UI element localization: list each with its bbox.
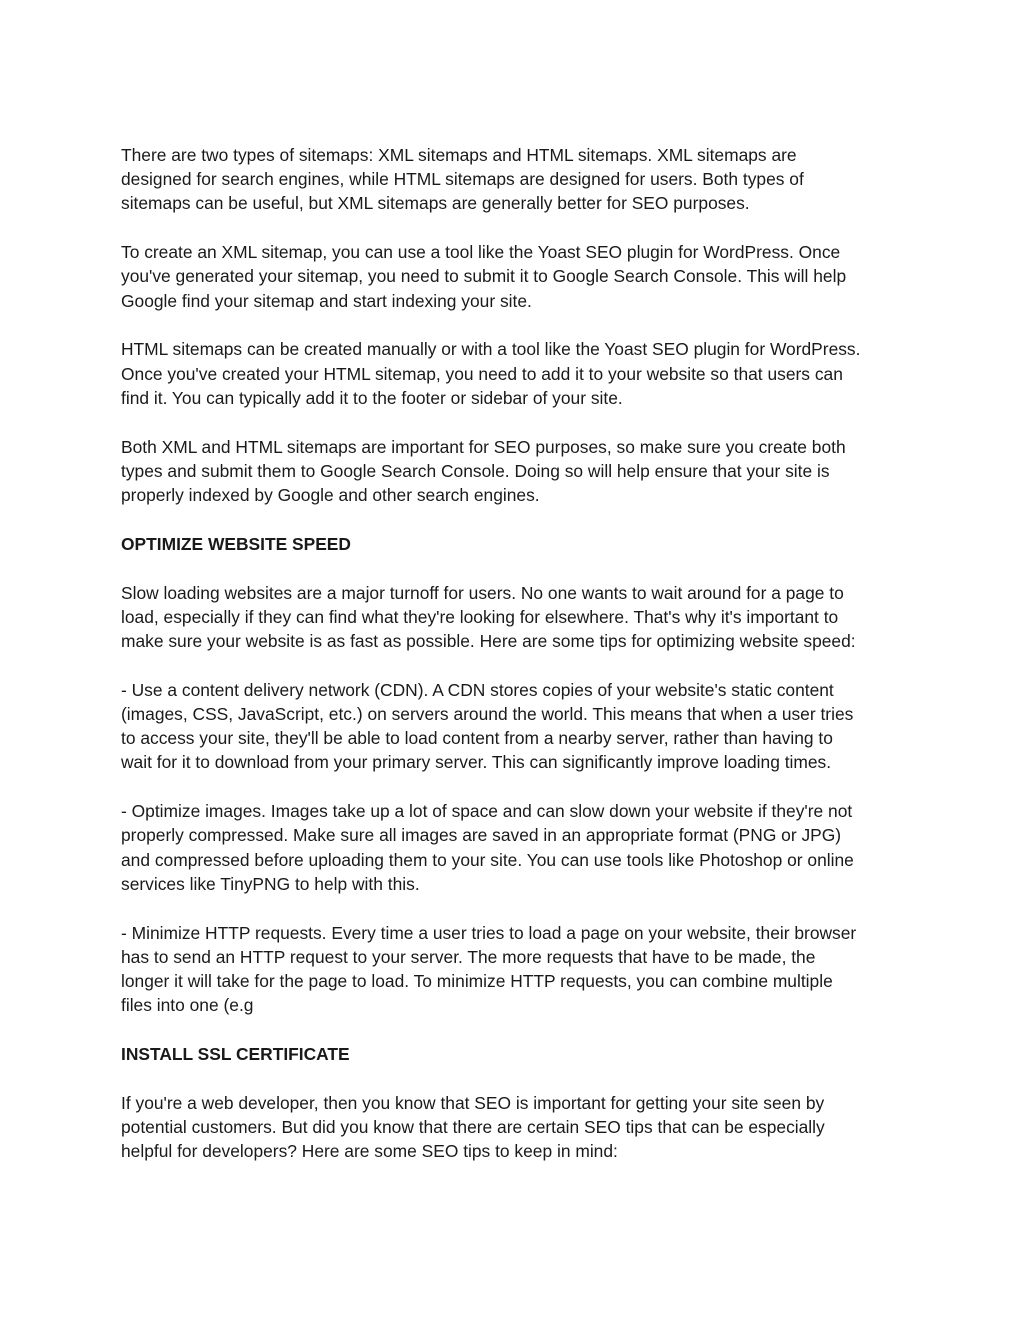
- paragraph-seo-developers: If you're a web developer, then you know that SEO is important for getting your site seen by potential customers. But did you know that there are certain SEO tips that can be especially helpful for developers? Here are some SEO tips to keep in mind:: [121, 1092, 825, 1162]
- heading-install-ssl-certificate: INSTALL SSL CERTIFICATE: [121, 1044, 350, 1065]
- paragraph-html-sitemap: HTML sitemaps can be created manually or with a tool like the Yoast SEO plugin for WordPress. Once you've created your HTML sitemap, you need to add it to your website so that users can find it. You can typically add it to the footer or sidebar of your site.: [121, 339, 861, 408]
- paragraph-xml-sitemap: To create an XML sitemap, you can use a tool like the Yoast SEO plugin for WordPress. Once you've generated your sitemap, you need to submit it to Google Search Console. This will help Google find your sitemap and start indexing your site.: [121, 242, 847, 311]
- paragraph-sitemap-types: There are two types of sitemaps: XML sitemaps and HTML sitemaps. XML sitemaps are designed for search engines, while HTML sitemaps are designed for users. Both types of sitemaps can be useful, but XML sitemaps are generally better for SEO purposes.: [121, 145, 804, 214]
- document-body: [121, 143, 911, 1188]
- paragraph-http-requests-tip: - Minimize HTTP requests. Every time a user tries to load a page on your website, their browser has to send an HTTP request to your server. The more requests that have to be made, the longer it will take for the page to load. To minimize HTTP requests, you can combine multiple files into one (e.g: [121, 922, 857, 1016]
- paragraph-slow-loading: Slow loading websites are a major turnoff for users. No one wants to wait around for a page to load, especially if they can find what they're looking for elsewhere. That's why it's important to make sure your website is as fast as possible. Here are some tips for optimizing website speed:: [121, 582, 856, 652]
- paragraph-sitemaps-importance: Both XML and HTML sitemaps are important for SEO purposes, so make sure you create both types and submit them to Google Search Console. Doing so will help ensure that your site is properly indexed by Google and other search engines.: [121, 436, 846, 506]
- heading-optimize-website-speed: OPTIMIZE WEBSITE SPEED: [121, 533, 351, 554]
- paragraph-cdn-tip: - Use a content delivery network (CDN). A CDN stores copies of your website's static content (images, CSS, JavaScript, etc.) on servers around the world. This means that when a user tries to access your site, they'll be able to load content from a nearby server, rather than having to wait for it to download from your primary server. This can significantly improve loading times.: [121, 679, 854, 773]
- paragraph-optimize-images-tip: - Optimize images. Images take up a lot of space and can slow down your website if they're not properly compressed. Make sure all images are saved in an appropriate format (PNG or JPG) and compressed before uploading them to your site. You can use tools like Photoshop or online services like TinyPNG to help with this.: [121, 801, 854, 894]
